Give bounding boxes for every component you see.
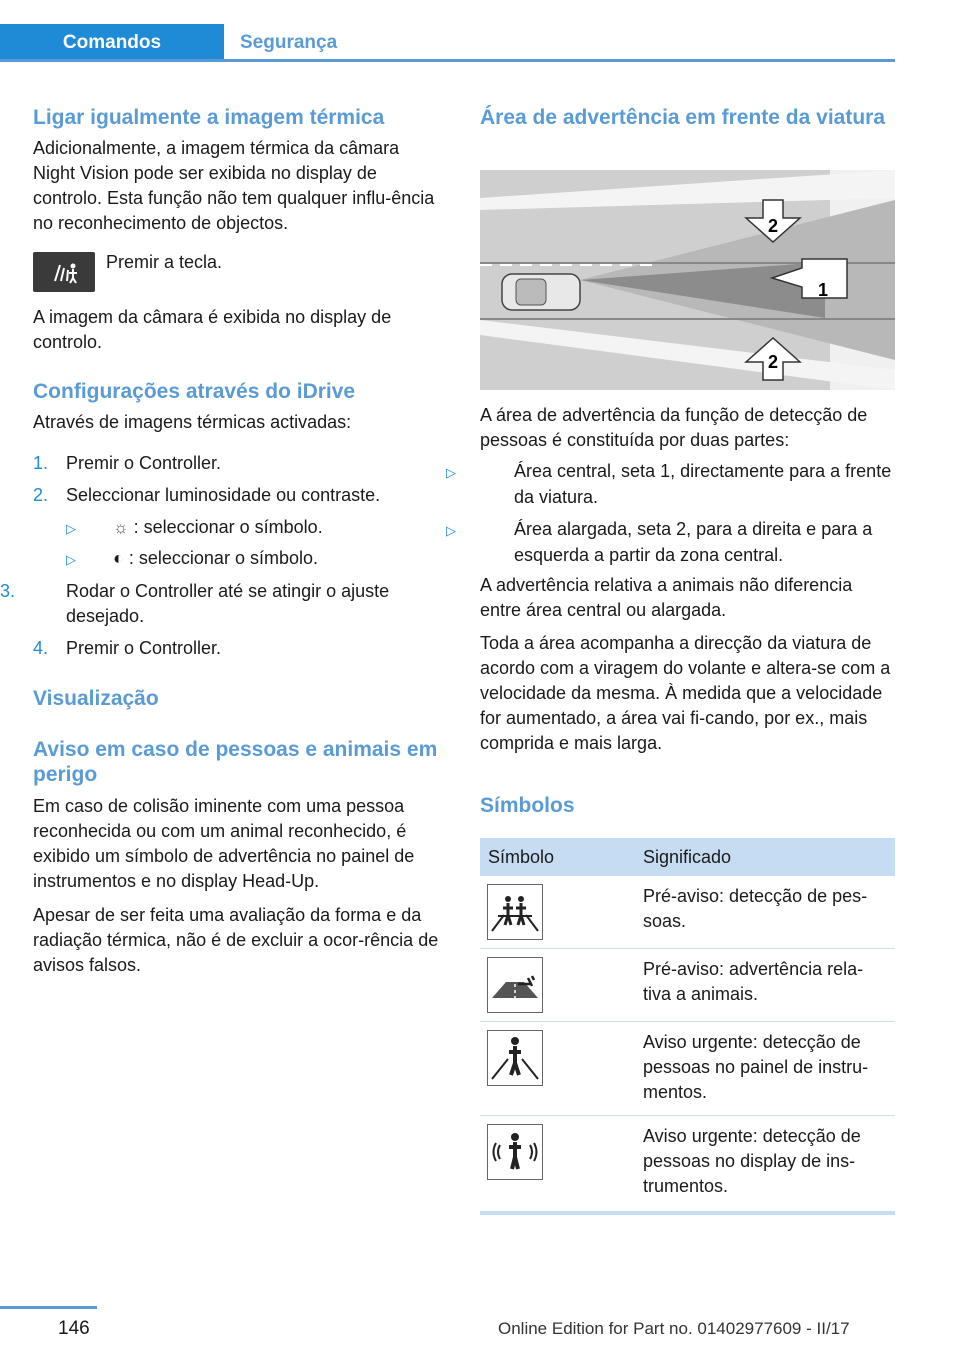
table-row [480,876,895,949]
heading-simbolos: Símbolos [480,794,575,817]
pedestrians-warning-icon [487,884,543,940]
meaning-cell: Aviso urgente: detecção de pessoas no painel de instru-mentos. [635,1022,895,1116]
night-vision-key-icon [33,252,95,292]
key-label: Premir a tecla. [106,252,223,272]
column-header-meaning: Significado [635,838,895,876]
table-row [480,1116,895,1214]
list-item: 1. Premir o Controller. [33,453,222,473]
heading-warning-persons-animals: Aviso em caso de pessoas e animais em perigo [33,738,438,786]
contrast-icon: ◐ [113,548,124,568]
page-number: 146 [58,1318,90,1339]
header-rule [0,59,895,62]
diagram-label-2-bottom: 2 [767,352,779,372]
pedestrian-urgent-display-icon [487,1124,543,1180]
diagram-label-2-top: 2 [767,216,779,236]
sub-item-brightness: ▷ ☼ : seleccionar o símbolo. [66,515,443,541]
heading-visualizacao: Visualização [33,687,159,710]
column-header-symbol: Símbolo [480,838,635,876]
brightness-icon: ☼ [113,518,129,537]
list-item: 3. Rodar o Controller até se atingir o ajuste desejado. [0,581,390,626]
animal-warning-icon [487,957,543,1013]
table-header-row [480,838,895,876]
triangle-bullet-icon: ▷ [66,521,76,536]
paragraph-area-follows: Toda a área acompanha a direcção da viatura de acordo com a viragem do volante e altera-se com a velocidade da mesma. À medida que a velocidade for aumentado, a área vai fi-cando, por ex., mais comprida e mais larga. [480,633,891,753]
paragraph-camera-display: A imagem da câmara é exibida no display de controlo. [33,307,392,352]
paragraph-false-warnings: Apesar de ser feita uma avaliação da forma e da radiação térmica, não é de excluir a ocor-rência de avisos falsos. [33,905,439,975]
heading-idrive-config: Configurações através do iDrive [33,380,356,403]
heading-warning-area: Área de advertência em frente da viatura [480,106,886,129]
table-row [480,949,895,1022]
triangle-bullet-icon: ▷ [66,552,76,567]
steps-list-4 [33,636,443,661]
tab-comandos[interactable]: Comandos [0,24,224,62]
steps-list [33,451,443,476]
meaning-cell: Pré-aviso: detecção de pes-soas. [635,876,895,949]
diagram-label-1: 1 [817,280,829,300]
table-row [480,1022,895,1116]
meaning-cell: Pré-aviso: advertência rela-tiva a animais. [635,949,895,1022]
meaning-cell: Aviso urgente: detecção de pessoas no display de ins-trumentos. [635,1116,895,1214]
list-item: 2. Seleccionar luminosidade ou contraste. [33,485,381,505]
triangle-bullet-icon: ▷ [446,523,456,538]
steps-list-3 [0,579,443,629]
paragraph-thermal-activated: Através de imagens térmicas activadas: [33,412,352,432]
paragraph-animal-warning: A advertência relativa a animais não diferencia entre área central ou alargada. [480,575,853,620]
symbols-table [480,838,895,1215]
heading-thermal-image: Ligar igualmente a imagem térmica [33,106,385,129]
paragraph-thermal-intro: Adicionalmente, a imagem térmica da câmara Night Vision pode ser exibida no display de controlo. Esta função não tem qualquer influ-ência no reconhecimento de objectos. [33,138,435,233]
warning-area-diagram [480,170,895,390]
paragraph-warning-area-parts: A área de advertência da função de detecção de pessoas é constituída por duas partes: [480,405,868,450]
pedestrian-urgent-icon [487,1030,543,1086]
paragraph-collision-warning: Em caso de colisão iminente com uma pessoa reconhecida ou com um animal reconhecido, é exibido um símbolo de advertência no painel de instrumentos e no display Head-Up. [33,796,415,891]
header-bar [0,0,895,62]
steps-list-2 [33,483,443,508]
bullet-central-area: ▷ Área central, seta 1, directamente para a frente da viatura. [446,461,892,507]
edition-note: Online Edition for Part no. 01402977609 - II/17 [498,1319,850,1338]
list-item: 4. Premir o Controller. [33,638,222,658]
footer-rule [0,1306,97,1309]
tab-seguranca[interactable]: Segurança [240,32,338,53]
sub-item-contrast: ▷ ◐ : seleccionar o símbolo. [66,546,443,572]
triangle-bullet-icon: ▷ [446,465,456,480]
bullet-extended-area: ▷ Área alargada, seta 2, para a direita e para a esquerda a partir da zona central. [446,519,873,565]
